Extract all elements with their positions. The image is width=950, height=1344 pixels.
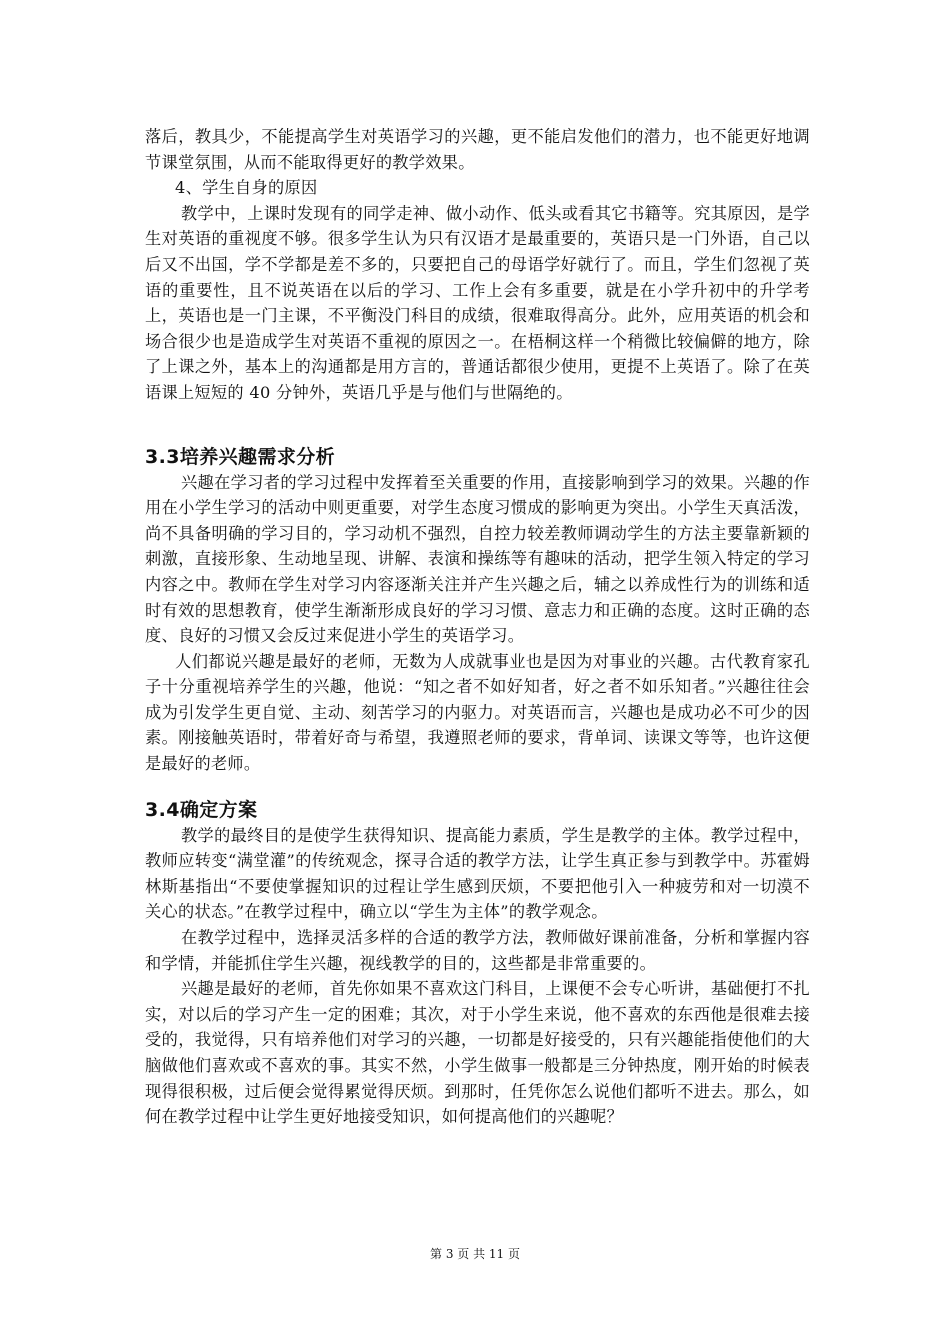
- paragraph-3-3-1: 兴趣在学习者的学习过程中发挥着至关重要的作用，直接影响到学习的效果。兴趣的作用在小学生学习的活动中则更重要，对学生态度习惯成的影响更为突出。小学生天真活泼，尚不具备明确的学习目的，学习动机不强烈，自控力较差教师调动学生的方法主要靠新颖的刺激，直接形象、生动地呈现、讲解、表演和操练等有趣味的活动，把学生领入特定的学习内容之中。教师在学生对学习内容逐渐关注并产生兴趣之后，辅之以养成性行为的训练和适时有效的思想教育，使学生渐渐形成良好的学习习惯、意志力和正确的态度。这时正确的态度、良好的习惯又会反过来促进小学生的英语学习。: [145, 472, 810, 646]
- page-number-footer: 第 3 页 共 11 页: [430, 1247, 520, 1261]
- paragraph-continuation: 落后，教具少，不能提高学生对英语学习的兴趣，更不能启发他们的潜力，也不能更好地调节课堂氛围，从而不能取得更好的教学效果。: [145, 127, 810, 172]
- paragraph-3-4-2: 在教学过程中，选择灵活多样的合适的教学方法，教师做好课前准备，分析和掌握内容和学情，并能抓住学生兴趣，视线教学的目的，这些都是非常重要的。: [145, 928, 810, 973]
- subheading-student-causes: 4、学生自身的原因: [175, 178, 318, 198]
- section-heading-3-3: 3.3培养兴趣需求分析: [145, 445, 336, 468]
- section-heading-3-4: 3.4确定方案: [145, 798, 258, 821]
- paragraph-3-4-1: 教学的最终目的是使学生获得知识、提高能力素质，学生是教学的主体。教学过程中，教师应转变“满堂灌”的传统观念，探寻合适的教学方法，让学生真正参与到教学中。苏霍姆林斯基指出“不要使掌握知识的过程让学生感到厌烦，不要把他引入一种疲劳和对一切漠不关心的状态。”在教学过程中，确立以“学生为主体”的教学观念。: [145, 825, 810, 922]
- paragraph-student-causes: 教学中，上课时发现有的同学走神、做小动作、低头或看其它书籍等。究其原因，是学生对英语的重视度不够。很多学生认为只有汉语才是最重要的，英语只是一门外语，自己以后又不出国，学不学都是差不多的，只要把自己的母语学好就行了。而且，学生们忽视了英语的重要性，且不说英语在以后的学习、工作上会有多重要，就是在小学升初中的升学考上，英语也是一门主课，不平衡没门科目的成绩，很难取得高分。此外，应用英语的机会和场合很少也是造成学生对英语不重视的原因之一。在梧桐这样一个稍微比较偏僻的地方，除了上课之外，基本上的沟通都是用方言的，普通话都很少使用，更提不上英语了。除了在英语课上短短的 40 分钟外，英语几乎是与他们与世隔绝的。: [145, 203, 810, 402]
- paragraph-3-3-2: 人们都说兴趣是最好的老师，无数为人成就事业也是因为对事业的兴趣。古代教育家孔子十分重视培养学生的兴趣，他说：“知之者不如好知者，好之者不如乐知者。”兴趣往往会成为引发学生更自觉、主动、刻苦学习的内驱力。对英语而言，兴趣也是成功必不可少的因素。刚接触英语时，带着好奇与希望，我遵照老师的要求，背单词、读课文等等，也许这便是最好的老师。: [145, 651, 810, 774]
- document-body: [145, 124, 810, 1130]
- paragraph-3-4-3: 兴趣是最好的老师，首先你如果不喜欢这门科目，上课便不会专心听讲，基础便打不扎实，对以后的学习产生一定的困难；其次，对于小学生来说，他不喜欢的东西他是很难去接受的，我觉得，只有培养他们对学习的兴趣，一切都是好接受的，只有兴趣能指使他们的大脑做他们喜欢或不喜欢的事。其实不然，小学生做事一般都是三分钟热度，刚开始的时候表现得很积极，过后便会觉得累觉得厌烦。到那时，任凭你怎么说他们都听不进去。那么，如何在教学过程中让学生更好地接受知识，如何提高他们的兴趣呢？: [145, 979, 810, 1127]
